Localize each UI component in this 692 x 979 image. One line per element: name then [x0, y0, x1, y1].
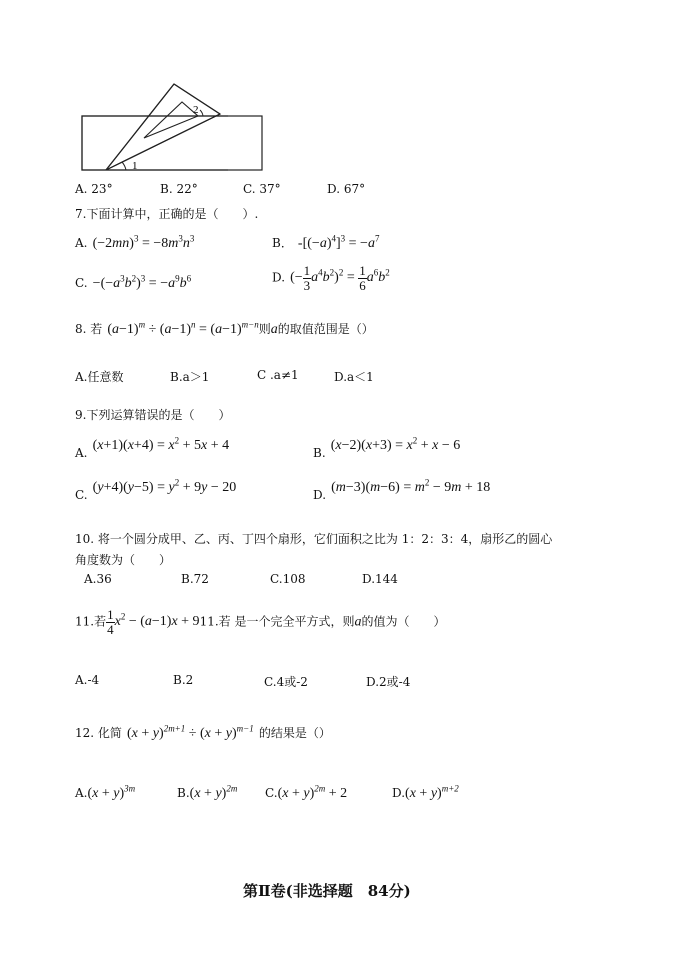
- angle-1-label: 1: [132, 160, 138, 172]
- q8-option-a: A.任意数: [75, 370, 124, 384]
- q10-option-b: B.72: [181, 572, 209, 586]
- option-label: C.: [265, 786, 278, 800]
- q9-stem: 9.下列运算错误的是（ ）: [75, 408, 231, 422]
- angle-2-label: 2: [193, 104, 199, 116]
- option-label: D.: [313, 488, 327, 502]
- option-label: D.: [392, 786, 406, 800]
- option-label: C.: [75, 488, 88, 502]
- q10-option-a: A.36: [84, 572, 112, 586]
- q11-option-d: D.2或-4: [366, 675, 411, 689]
- q7-option-a-formula: $(-2mn)^3 = -8m^3n^3$: [92, 233, 195, 251]
- q8-stem: 8. 若 $(a-1)^m \div (a-1)^n = (a-1)^{m-n}$则a的取值范围是（）: [75, 319, 374, 337]
- option-label: A.: [75, 786, 88, 800]
- q12-suffix: 的结果是（）: [258, 726, 331, 740]
- q11-option-c: C.4或-2: [264, 675, 308, 689]
- option-label: B.: [313, 446, 326, 460]
- q10-option-d: D.144: [362, 572, 398, 586]
- q8-formula: $(a-1)^m \div (a-1)^n = (a-1)^{m-n}$: [107, 319, 259, 337]
- q12-prefix: 12. 化简: [75, 726, 122, 740]
- option-label: A.: [75, 236, 88, 250]
- q12-stem: [75, 722, 331, 742]
- q8-option-c: C .a≠1: [257, 368, 299, 382]
- q12-formula: $(x + y)^{2m+1} \div (x + y)^{m-1}$: [127, 723, 254, 741]
- q12-option-b: $B.(x + y)^{2m}$: [177, 783, 238, 801]
- q8-suffix2: 的取值范围是（）: [277, 322, 374, 336]
- q9-option-b: [313, 434, 461, 460]
- section-title: 第Ⅱ卷(非选择题 84分): [243, 882, 411, 900]
- q7-stem: 7.下面计算中，正确的是（ ）.: [75, 207, 259, 221]
- q7-option-c-formula: $-(-a^3b^2)^3 = -a^9b^6$: [92, 273, 192, 291]
- q6-option-b: B. 22°: [160, 182, 198, 196]
- q8-prefix: 8. 若: [75, 322, 103, 336]
- option-label: B.: [177, 786, 190, 800]
- q7-option-d: [272, 264, 390, 292]
- q8-option-d: D.a＜1: [334, 370, 374, 384]
- q12-option-d: $D.(x + y)^{m+2}$: [392, 783, 459, 801]
- q7-option-b-formula: $-[(-a)^4]^3 = -a^7$: [297, 233, 380, 251]
- option-label: A.: [75, 446, 88, 460]
- q7-option-b: [272, 232, 379, 252]
- q8-suffix: 则: [258, 322, 271, 336]
- q10-line1: 10. 将一个圆分成甲、乙、丙、丁四个扇形，它们面积之比为 1：2：3：4，扇形乙的圆心: [75, 532, 553, 546]
- q9-option-a: [75, 434, 230, 460]
- q7-option-a: [75, 232, 194, 252]
- q9-option-b-formula: $(x-2)(x+3) = x^2 + x - 6$: [330, 435, 461, 453]
- q11-option-a: A.-4: [75, 673, 100, 687]
- option-label: B．: [272, 236, 293, 250]
- option-label: C.: [75, 276, 88, 290]
- q8-option-b: B.a＞1: [170, 370, 210, 384]
- q9-option-d: [313, 476, 491, 502]
- ruler-frame: [78, 82, 268, 174]
- q11-suffix: 的值为（ ）: [361, 614, 446, 629]
- q9-option-a-formula: $(x+1)(x+4) = x^2 + 5x + 4$: [92, 435, 230, 453]
- q9-option-c-formula: $(y+4)(y-5) = y^2 + 9y - 20$: [92, 477, 237, 495]
- q6-option-d: D. 67°: [327, 182, 366, 196]
- q10-line2: 角度数为（ ）: [75, 553, 172, 567]
- q6-option-c: C. 37°: [243, 182, 281, 196]
- q6-option-a: A. 23°: [75, 182, 113, 196]
- q11-option-b: B.2: [173, 673, 194, 687]
- q10-option-c: C.108: [270, 572, 306, 586]
- q11-formula: $\frac{1}{4}$ $x^2 - (a-1)x + 9$: [107, 607, 200, 637]
- q11-mid: 11.若 是一个完全平方式，则: [199, 614, 355, 629]
- q9-option-c: [75, 476, 237, 502]
- q7-option-c: [75, 272, 191, 292]
- q12-option-a: $A.(x + y)^{3m}$: [75, 783, 136, 801]
- q7-option-d-formula: (− $\frac{1}{3}$ $a^4b^2)^2$ = $\frac{1}{6}$ $a^6b^2$: [290, 263, 390, 293]
- option-label: D.: [272, 270, 286, 285]
- q11-prefix: 11.若: [75, 614, 107, 629]
- q9-option-d-formula: $(m-3)(m-6) = m^2 - 9m + 18$: [331, 477, 491, 495]
- q12-option-c: $C.(x + y)^{2m} + 2$: [265, 783, 348, 801]
- q11-stem: 11.若 $\frac{1}{4}$ $x^2 - (a-1)x + 911$.若 是一个完全平方式，则a的值为（ ）: [75, 607, 446, 637]
